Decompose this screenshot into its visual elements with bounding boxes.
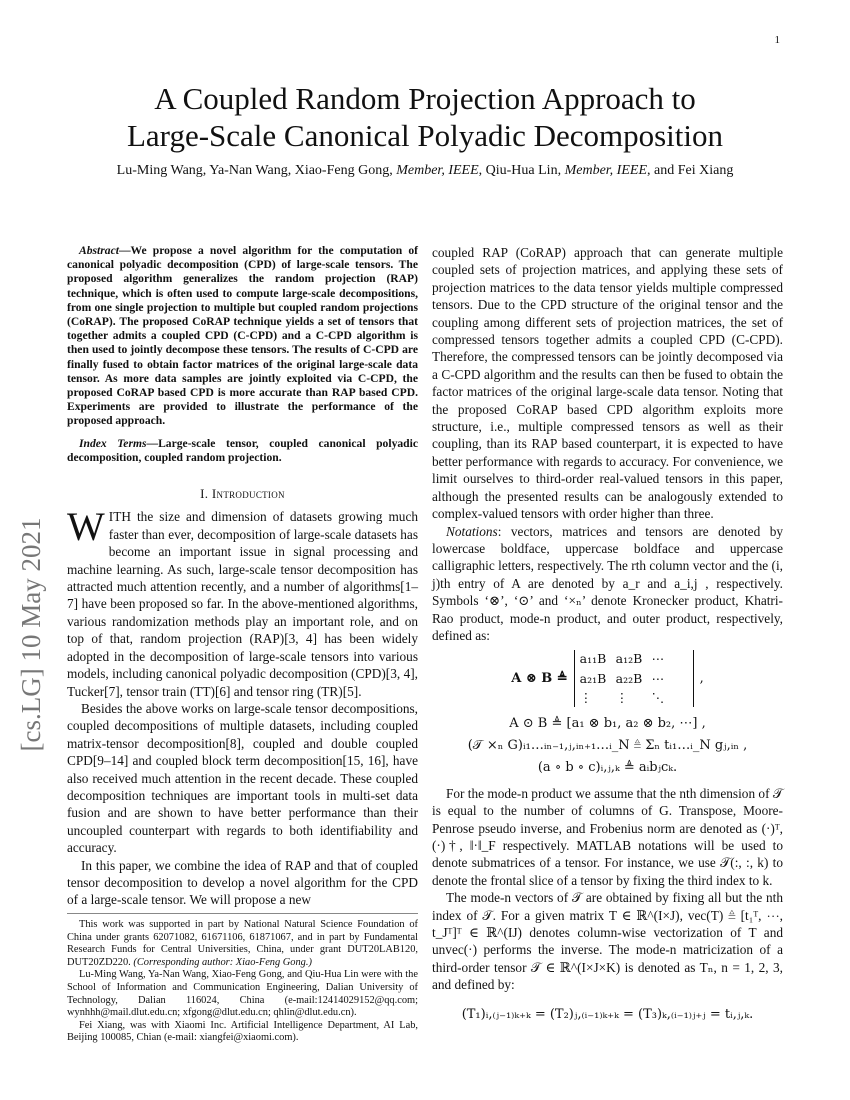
matrix-cell: ⋯ [651,651,665,667]
abstract-label: Abstract [79,244,119,257]
matrix-cell: ⋱ [651,690,665,706]
footnote-affiliation: Lu-Ming Wang, Ya-Nan Wang, Xiao-Feng Gong, and Qiu-Hua Lin were with the School of Information and Communication Engineering, Dalian University of Technology, Dalian 116024, China (e-mail:12414029152@qq.com; wynhhh@mail.dlut.edu.cn; xfgong@dlut.edu.cn; qhlin@dlut.edu.cn). [67,969,418,1019]
matrix-cell: ⋮ [615,690,629,706]
footnotes [67,913,418,1045]
right-column [432,244,783,1023]
section-title: Introduction [211,486,285,502]
index-terms-label: Index Terms [79,436,147,450]
kronecker-comma: , [699,670,704,686]
matrix-cell: ⋮ [579,690,593,706]
kronecker-lhs: A ⊗ B ≜ [511,670,568,686]
authors-part-3: , and Fei Xiang [647,163,734,178]
kronecker-matrix [574,650,694,706]
arxiv-stamp-text: arXiv:2105.04084v1 [cs.LG] 10 May 2021 [16,517,46,750]
page-number: 1 [774,34,780,46]
notations-text: : vectors, matrices and tensors are denoted by lowercase boldface, uppercase boldface and uppercase calligraphic letters, respectively. The rth column vector and the (i, j)th entry of A are denoted by a_r and a_i,j , respectively. Symbols ‘⊗’, ‘⊙’ and ‘×ₙ’ denote Kronecker product, Khatri-Rao product, mode-n product, and outer product, respectively, defined as: [432,523,783,643]
section-numeral: I. [200,486,212,502]
matrix-cell: a₂₂B [615,670,643,686]
member-title-1: Member, IEEE [396,163,479,178]
member-title-2: Member, IEEE [564,163,647,178]
author-list [0,163,850,179]
outer-product-equation: (a ∘ b ∘ c)ᵢ,ⱼ,ₖ ≜ aᵢbⱼcₖ. [537,760,678,776]
arxiv-stamp-svg [2,240,52,750]
matrix-cell: a₁₁B [579,651,607,667]
footnote-funding [67,919,418,969]
abstract [67,244,418,429]
section-heading-introduction [67,485,418,502]
kronecker-equation [432,650,783,706]
matrix-cell: a₁₂B [615,651,643,667]
paper-title [0,80,850,154]
right-paragraph-3: For the mode-n product we assume that the nth dimension of 𝒯 is equal to the number of columns of G. Transpose, Moore-Penrose pseudo inverse, and Frobenius norm are denoted as (·)ᵀ, (·)†, ‖·‖_F respectively. MATLAB notations will be used to denote submatrices of a tensor. For instance, we use 𝒯(:, :, k) to denote the frontal slice of a tensor by fixing the third index to k. [432,785,784,888]
footnote-funding-text: This work was supported in part by National Natural Science Foundation of China under grants 62071082, 61671106, 61871067, and in part by Fundamental Research Funds for Central Universities, China, under grant DUT20LAB120, DUT20ZD220. [67,919,418,968]
intro-paragraph-3: In this paper, we combine the idea of RAP and that of coupled tensor decomposition to develop a novel algorithm for the CPD of a large-scale tensor. We will propose a new [67,857,418,908]
right-paragraph-4: The mode-n vectors of 𝒯 are obtained by fixing all but the nth index of 𝒯. For a given matrix T ∈ ℝ^(I×J), vec(T) ≜ [t₁ᵀ, ⋯, t_Jᵀ]ᵀ ∈ ℝ^(IJ) denotes column-wise vectorization of T and unvec(·) performs the inverse. The mode-n matricization of a third-order tensor 𝒯 ∈ ℝ^(I×J×K) is denoted as Tₙ, n = 1, 2, 3, and defined by: [432,890,783,993]
authors-part-1: Lu-Ming Wang, Ya-Nan Wang, Xiao-Feng Gong, [116,163,397,178]
right-paragraph-1: coupled RAP (CoRAP) approach that can generate multiple coupled sets of projection matrices, and applying these sets of projection matrices to the data tensor yields multiple compressed tensors. Due to the CPD structure of the original tensor and the coupling among different sets of projection matrices, the set of compressed tensors together admits a coupled CPD (C-CPD). Therefore, the compressed tensors can be jointly decomposed via a C-CPD algorithm and the results can then be fused to obtain the factor matrices of the original large-scale data tensor. Noting that the proposed CoRAP based CPD algorithm exploits more structure, i.e., multiple compressed tensors as well as their coupling, than its RAP based counterpart, it is expected to have better performance with regards to accuracy. For convenience, we limit ourselves to third-order real-valued tensors in this paper, although the presented results can be analogously extended to complex-valued tensors with order higher than three. [432,245,783,522]
khatri-rao-equation: A ⊙ B ≜ [a₁ ⊗ b₁, a₂ ⊗ b₂, ⋯] , [509,715,706,731]
title-line-2: Large-Scale Canonical Polyadic Decomposition [126,118,723,153]
footnote-xiaomi: Fei Xiang, was with Xiaomi Inc. Artificial Intelligence Department, AI Lab, Beijing 100085, Chian (e-mail: xiangfei@xiaomi.com). [67,1019,418,1044]
drop-cap: W [67,504,105,550]
notations-label: Notations [446,523,498,539]
notations-paragraph [432,523,783,645]
mode-n-product-equation: (𝒯 ×ₙ G)ᵢ₁…ᵢₙ₋₁,ⱼ,ᵢₙ₊₁…ᵢ_N ≜ Σₙ tᵢ₁…ᵢ_N gⱼ,ᵢₙ , [467,737,748,753]
intro-paragraph-1-text: ITH the size and dimension of datasets growing much faster than ever, decomposition of large-scale datasets has become an important issue in signal processing and machine learning. As such, large-scale tensor decomposition has attracted much attention recently, and a number of algorithms[1–7] have been proposed so far. In the above-mentioned algorithms, various randomization methods play an important role, and on top of that, random projection (RAP)[3, 4] has been widely adopted in the decomposition of large-scale tensors into various models, including canonical polyadic decomposition (CPD)[3, 4], Tucker[7], tensor train (TT)[6] and tensor ring (TR)[5]. [67,509,418,699]
matricization-equation: (T₁)ᵢ,₍ⱼ₋₁₎ₖ₊ₖ = (T₂)ⱼ,₍ᵢ₋₁₎ₖ₊ₖ = (T₃)ₖ,₍ᵢ₋₁₎ⱼ₊ⱼ = tᵢ,ⱼ,ₖ. [461,1006,754,1022]
arxiv-stamp [2,240,52,750]
left-column [67,244,418,909]
intro-paragraph-1 [67,504,418,699]
matrix-cell: ⋯ [651,670,665,686]
intro-paragraph-2: Besides the above works on large-scale tensor decompositions, coupled decompositions of multiple datasets, including coupled matrix-tensor decomposition[8], coupled and double coupled CPD[9–14] and coupled block term decomposition[15, 16], have also received much attention in the recent decade. These coupled decomposition techniques are important tools in multi-set data fusion and are shown to have better performance than their uncoupled counterpart with regards to both identifiability and accuracy. [67,700,418,856]
index-terms [67,437,418,465]
footnote-corresponding: (Corresponding author: Xiao-Feng Gong.) [133,956,312,968]
index-terms-text: —Large-scale tensor, coupled canonical polyadic decomposition, coupled random projection. [67,436,418,464]
matrix-cell: a₂₁B [579,670,607,686]
authors-part-2: , Qiu-Hua Lin, [478,163,565,178]
title-line-1: A Coupled Random Projection Approach to [154,81,696,116]
abstract-text: —We propose a novel algorithm for the computation of canonical polyadic decomposition (CPD) of large-scale tensors. The proposed algorithm generalizes the random projection (RAP) technique, which is often used to compute large-scale decompositions, from one single projection to multiple but coupled random projections (CoRAP). The proposed CoRAP technique yields a set of tensors that together admits a coupled CPD (C-CPD) and a C-CPD algorithm is then used to jointly decompose these tensors. The results of C-CPD are finally fused to obtain factor matrices of the original large-scale data tensor. As more data samples are jointly exploited via C-CPD, the proposed CoRAP based CPD is more accurate than RAP based CPD. Experiments are provided to illustrate the performance of the proposed approach. [67,244,418,428]
